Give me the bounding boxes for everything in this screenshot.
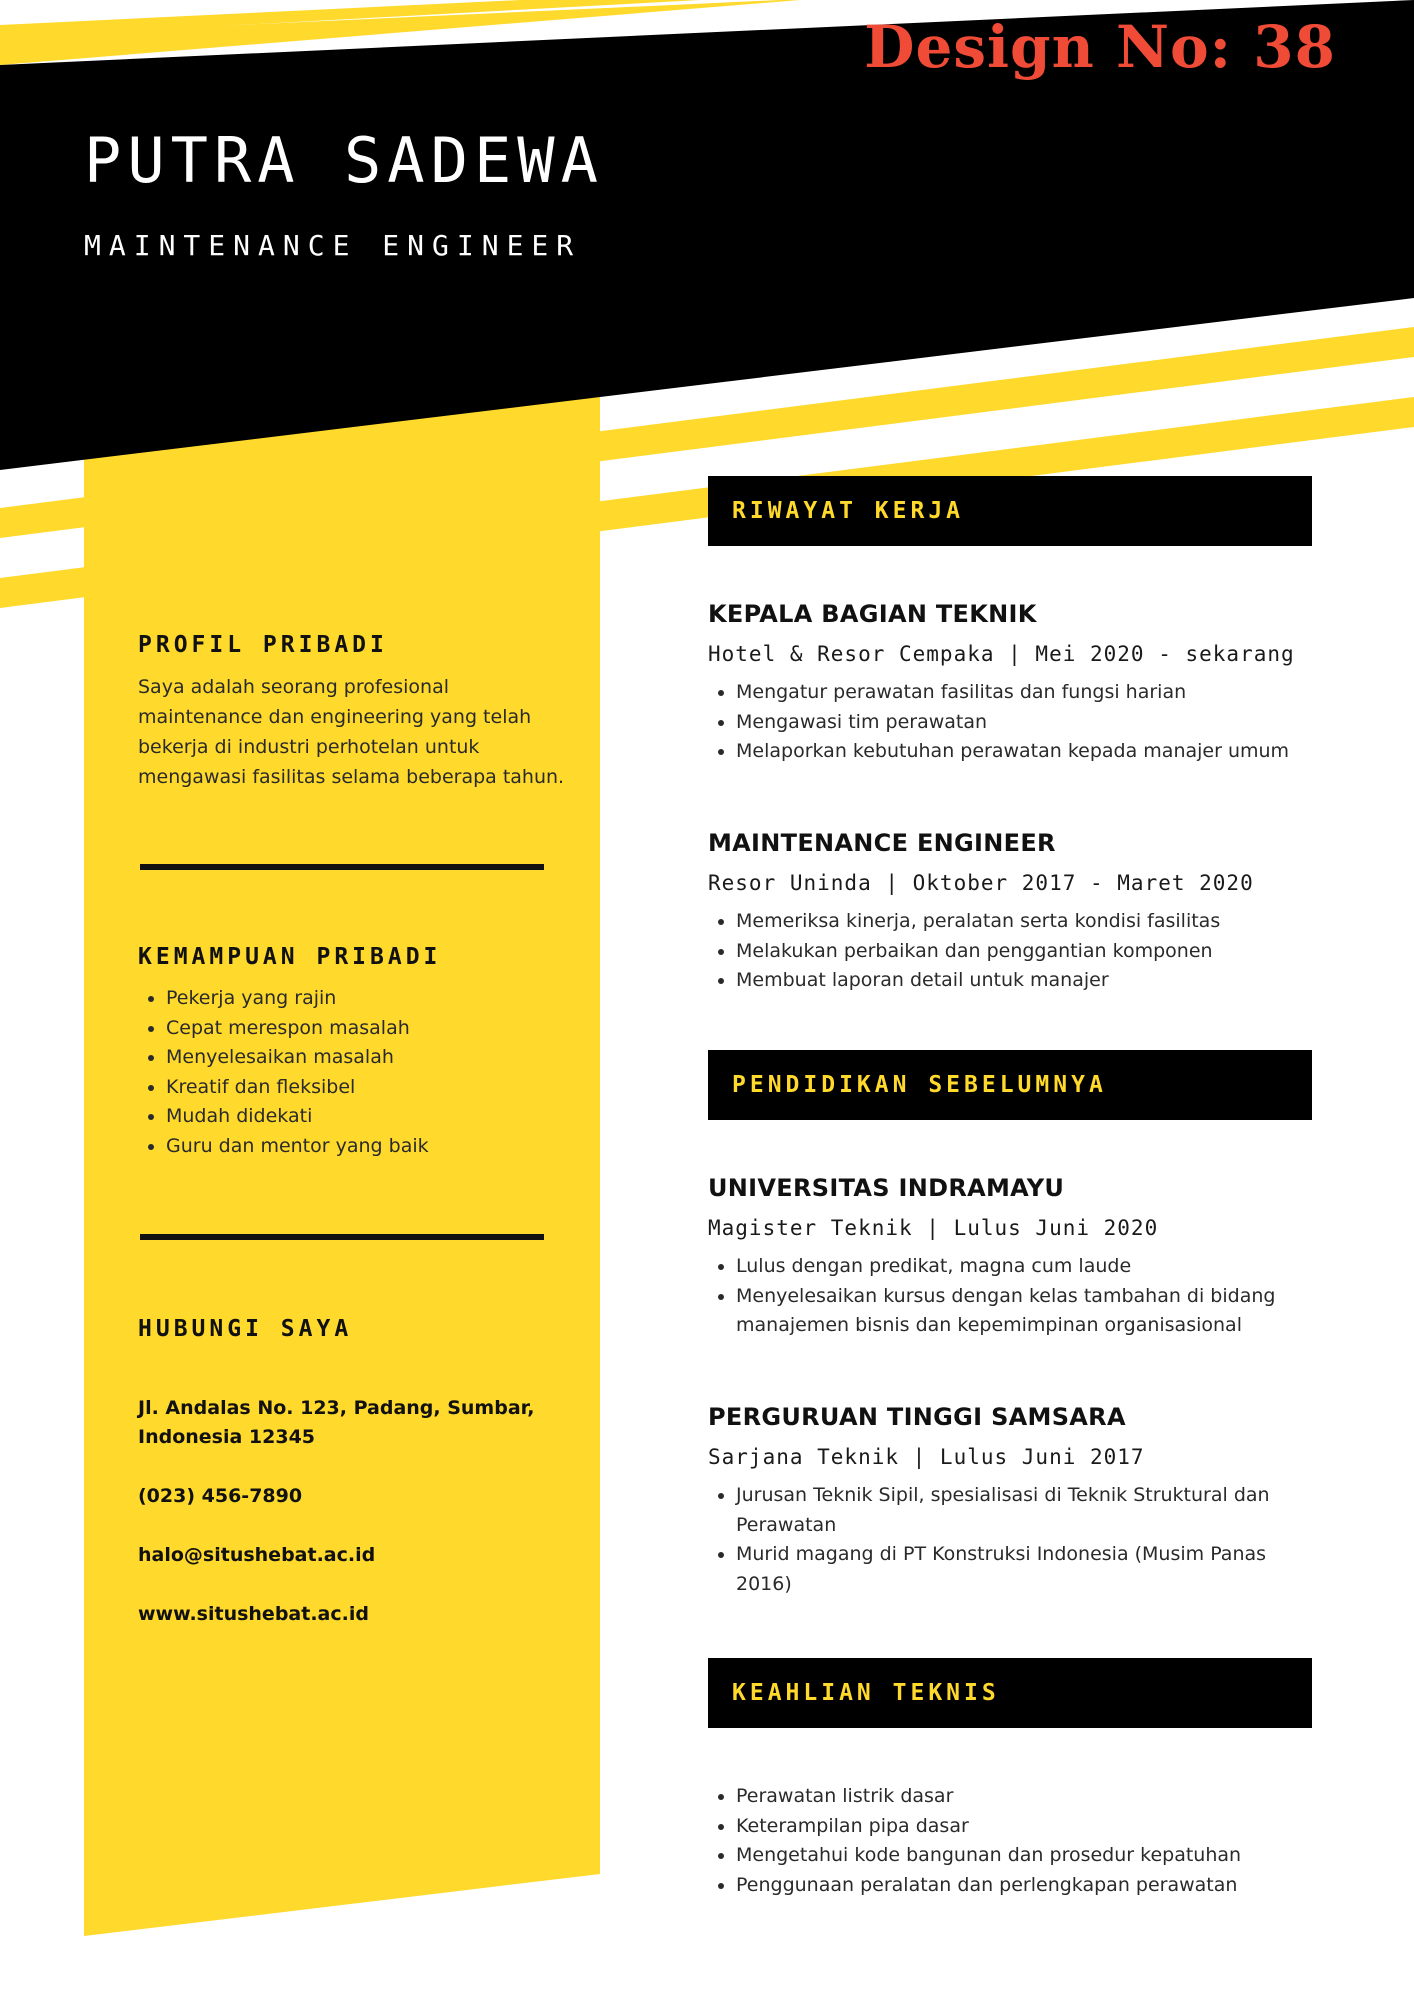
entry-bullets: [708, 678, 1308, 767]
entry-bullet: • Membuat laporan detail untuk manajer: [736, 966, 1308, 996]
education-heading-bar: PENDIDIKAN SEBELUMNYA: [708, 1050, 1312, 1120]
entry-bullets: [708, 1481, 1276, 1599]
skills-section: [138, 944, 568, 1161]
entry-bullet: • Menyelesaikan kursus dengan kelas tambahan di bidang manajemen bisnis dan kepemimpinan organisasional: [736, 1282, 1276, 1341]
contact-phone[interactable]: (023) 456-7890: [138, 1485, 303, 1507]
technical-entry: [708, 1770, 1308, 1900]
sidebar-divider: [140, 864, 544, 870]
skills-list: [138, 984, 568, 1161]
profile-heading: PROFIL PRIBADI: [138, 632, 388, 658]
technical-item: • Mengetahui kode bangunan dan prosedur kepatuhan: [736, 1841, 1308, 1871]
entry-subtitle: Sarjana Teknik | Lulus Juni 2017: [708, 1445, 1145, 1469]
education-entry: [708, 1174, 1308, 1341]
entry-subtitle: Resor Uninda | Oktober 2017 - Maret 2020: [708, 871, 1254, 895]
candidate-name: PUTRA SADEWA: [84, 124, 604, 197]
profile-section: [138, 632, 568, 792]
technical-item: • Keterampilan pipa dasar: [736, 1812, 1308, 1842]
work-heading-bar: RIWAYAT KERJA: [708, 476, 1312, 546]
contact-section: [138, 1316, 568, 1629]
entry-bullet: • Melaporkan kebutuhan perawatan kepada manajer umum: [736, 737, 1308, 767]
entry-bullet: • Melakukan perbaikan dan penggantian komponen: [736, 937, 1308, 967]
entry-title: KEPALA BAGIAN TEKNIK: [708, 600, 1037, 628]
technical-list: [708, 1782, 1308, 1900]
entry-bullets: [708, 1252, 1276, 1341]
entry-bullet: • Mengatur perawatan fasilitas dan fungsi harian: [736, 678, 1308, 708]
candidate-role: MAINTENANCE ENGINEER: [84, 229, 582, 262]
skill-item: • Menyelesaikan masalah: [166, 1043, 568, 1073]
profile-line: maintenance dan engineering yang telah: [138, 706, 532, 728]
profile-text: [138, 672, 568, 792]
entry-title: UNIVERSITAS INDRAMAYU: [708, 1174, 1065, 1202]
design-badge: Design No: 38: [864, 13, 1336, 81]
contact-address-line: Indonesia 12345: [138, 1426, 316, 1448]
contact-heading: HUBUNGI SAYA: [138, 1316, 353, 1342]
skills-heading: KEMAMPUAN PRIBADI: [138, 944, 442, 970]
skill-item: • Kreatif dan fleksibel: [166, 1073, 568, 1103]
education-entry: [708, 1403, 1308, 1599]
entry-bullet: • Jurusan Teknik Sipil, spesialisasi di Teknik Struktural dan Perawatan: [736, 1481, 1276, 1540]
entry-subtitle: Magister Teknik | Lulus Juni 2020: [708, 1216, 1159, 1240]
profile-line: mengawasi fasilitas selama beberapa tahun.: [138, 766, 565, 788]
contact-email[interactable]: halo@situshebat.ac.id: [138, 1544, 376, 1566]
sidebar-divider: [140, 1234, 544, 1240]
entry-bullet: • Memeriksa kinerja, peralatan serta kondisi fasilitas: [736, 907, 1308, 937]
profile-line: bekerja di industri perhotelan untuk: [138, 736, 480, 758]
entry-title: MAINTENANCE ENGINEER: [708, 829, 1056, 857]
profile-line: Saya adalah seorang profesional: [138, 676, 450, 698]
work-entry: [708, 829, 1308, 996]
contact-website[interactable]: www.situshebat.ac.id: [138, 1603, 369, 1625]
entry-bullet: • Murid magang di PT Konstruksi Indonesia (Musim Panas 2016): [736, 1540, 1276, 1599]
entry-subtitle: Hotel & Resor Cempaka | Mei 2020 - sekarang: [708, 642, 1295, 666]
entry-title: PERGURUAN TINGGI SAMSARA: [708, 1403, 1126, 1431]
skill-item: • Cepat merespon masalah: [166, 1014, 568, 1044]
skill-item: • Pekerja yang rajin: [166, 984, 568, 1014]
contact-address-line: Jl. Andalas No. 123, Padang, Sumbar,: [138, 1397, 535, 1419]
technical-item: • Penggunaan peralatan dan perlengkapan perawatan: [736, 1871, 1308, 1901]
entry-bullets: [708, 907, 1308, 996]
entry-bullet: • Mengawasi tim perawatan: [736, 708, 1308, 738]
skill-item: • Guru dan mentor yang baik: [166, 1132, 568, 1162]
technical-item: • Perawatan listrik dasar: [736, 1782, 1308, 1812]
work-entry: [708, 600, 1308, 767]
entry-bullet: • Lulus dengan predikat, magna cum laude: [736, 1252, 1276, 1282]
skill-item: • Mudah didekati: [166, 1102, 568, 1132]
technical-heading-bar: KEAHLIAN TEKNIS: [708, 1658, 1312, 1728]
